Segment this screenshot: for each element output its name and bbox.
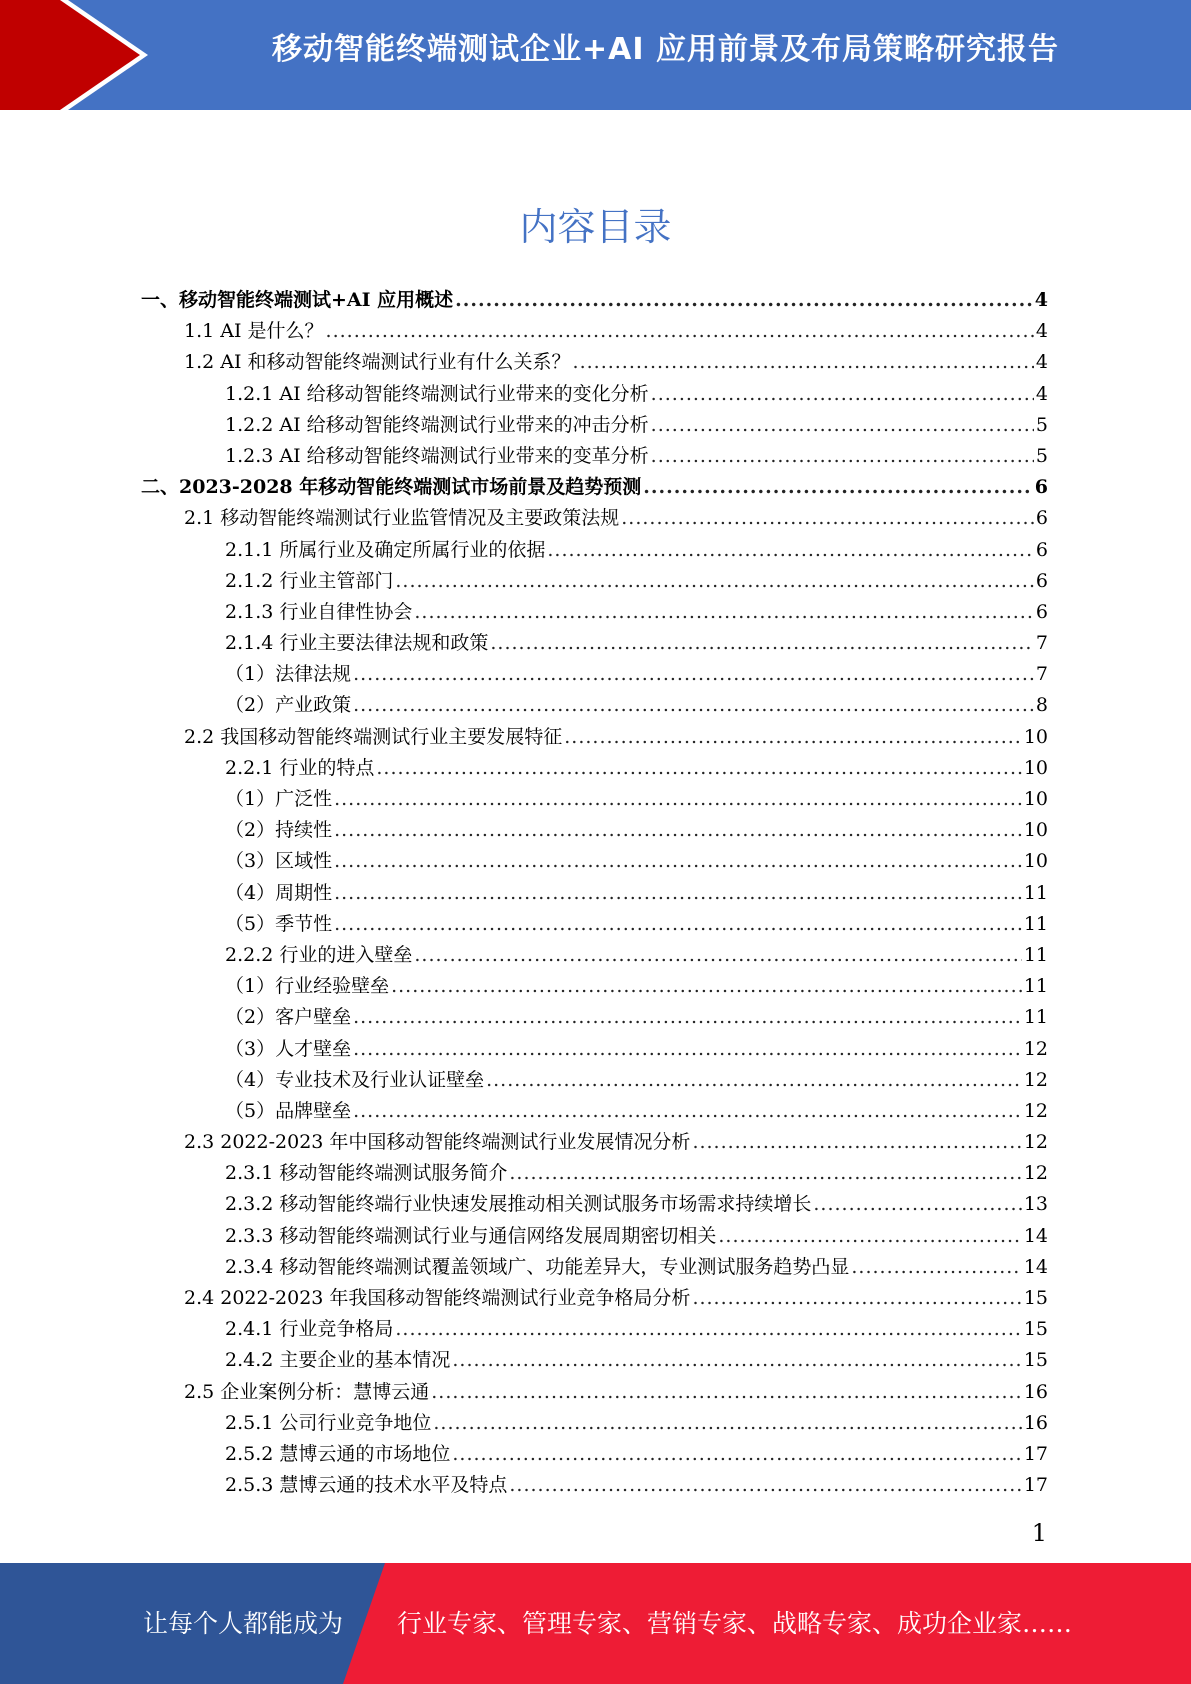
toc-entry[interactable] bbox=[141, 503, 1048, 534]
toc-leader-dots bbox=[353, 659, 1034, 690]
toc-entry-page: 10 bbox=[1023, 850, 1048, 873]
toc-entry-label: 1.2 AI 和移动智能终端测试行业有什么关系？ bbox=[184, 351, 571, 374]
toc-entry-label: （3）区域性 bbox=[225, 850, 333, 873]
toc-entry-label: 2.2.1 行业的特点 bbox=[225, 756, 375, 779]
toc-entry-page: 4 bbox=[1035, 320, 1048, 343]
toc-leader-dots bbox=[353, 1034, 1022, 1065]
toc-entry-label: 2.4.1 行业竞争格局 bbox=[225, 1318, 394, 1341]
toc-entry-page: 10 bbox=[1023, 819, 1048, 842]
toc-entry-label: 2.1.2 行业主管部门 bbox=[225, 569, 394, 592]
toc-entry-label: 2.1 移动智能终端测试行业监管情况及主要政策法规 bbox=[184, 507, 620, 530]
toc-entry-page: 10 bbox=[1023, 725, 1048, 748]
toc-leader-dots bbox=[334, 846, 1022, 877]
toc-entry-page: 4 bbox=[1034, 289, 1048, 311]
toc-leader-dots bbox=[376, 753, 1021, 784]
toc-entry-label: 2.2.2 行业的进入壁垒 bbox=[225, 943, 413, 966]
toc-entry[interactable] bbox=[141, 1127, 1048, 1158]
toc-entry-page: 11 bbox=[1023, 943, 1048, 966]
footer-band bbox=[0, 1563, 1191, 1684]
toc-entry-page: 10 bbox=[1023, 788, 1048, 810]
toc-entry-label: （5）季节性 bbox=[225, 912, 333, 935]
toc-leader-dots bbox=[433, 1408, 1021, 1439]
toc-entry[interactable] bbox=[141, 1002, 1048, 1033]
toc-entry-page: 15 bbox=[1023, 1349, 1048, 1372]
toc-entry-label: 2.3.3 移动智能终端测试行业与通信网络发展周期密切相关 bbox=[225, 1224, 717, 1247]
header-arrow-decoration bbox=[0, 0, 160, 110]
toc-entry-page: 7 bbox=[1035, 663, 1048, 686]
toc-entry-page: 5 bbox=[1035, 413, 1048, 436]
toc-leader-dots bbox=[395, 566, 1034, 597]
report-title: 移动智能终端测试企业+AI 应用前景及布局策略研究报告 bbox=[272, 32, 1059, 67]
toc-entry-page: 12 bbox=[1023, 1162, 1048, 1185]
toc-entry[interactable] bbox=[141, 1470, 1048, 1501]
toc-leader-dots bbox=[395, 1314, 1021, 1345]
toc-entry[interactable] bbox=[141, 566, 1048, 597]
toc-entry-label: （2）持续性 bbox=[225, 819, 333, 842]
toc-entry-label: 1.2.1 AI 给移动智能终端测试行业带来的变化分析 bbox=[225, 382, 649, 405]
toc-entry[interactable] bbox=[141, 1158, 1048, 1189]
toc-entry-label: 2.4.2 主要企业的基本情况 bbox=[225, 1349, 451, 1372]
toc-leader-dots bbox=[851, 1252, 1021, 1283]
toc-entry-label: 2.5.1 公司行业竞争地位 bbox=[225, 1411, 432, 1434]
toc-leader-dots bbox=[334, 784, 1022, 815]
toc-entry-page: 6 bbox=[1035, 507, 1048, 530]
toc-entry[interactable] bbox=[141, 535, 1048, 566]
toc-entry[interactable] bbox=[141, 1377, 1048, 1408]
toc-entry-page: 13 bbox=[1023, 1193, 1048, 1216]
toc-leader-dots bbox=[651, 441, 1034, 472]
toc-entry-label: （1）法律法规 bbox=[225, 663, 352, 686]
toc-entry-label: 2.5.3 慧博云通的技术水平及特点 bbox=[225, 1474, 508, 1497]
toc-entry[interactable] bbox=[141, 1252, 1048, 1283]
toc-entry-page: 6 bbox=[1035, 538, 1048, 561]
toc-entry[interactable] bbox=[141, 1439, 1048, 1470]
toc-entry[interactable] bbox=[141, 1283, 1048, 1314]
toc-leader-dots bbox=[353, 1002, 1022, 1033]
toc-entry-page: 4 bbox=[1035, 382, 1048, 405]
toc-leader-dots bbox=[621, 503, 1034, 534]
toc-entry-page: 6 bbox=[1035, 569, 1048, 592]
toc-entry[interactable] bbox=[141, 878, 1048, 909]
toc-leader-dots bbox=[391, 971, 1022, 1002]
toc-entry-page: 11 bbox=[1023, 975, 1048, 998]
toc-entry-label: 2.2 我国移动智能终端测试行业主要发展特征 bbox=[184, 725, 563, 748]
toc-entry-page: 6 bbox=[1034, 476, 1048, 499]
toc-entry[interactable] bbox=[141, 316, 1048, 347]
toc-entry-page: 15 bbox=[1023, 1318, 1048, 1341]
toc-entry-page: 14 bbox=[1023, 1255, 1048, 1278]
toc-leader-dots bbox=[326, 316, 1034, 347]
toc-entry-label: 二、2023-2028 年移动智能终端测试市场前景及趋势预测 bbox=[141, 476, 642, 499]
toc-leader-dots bbox=[813, 1189, 1021, 1220]
toc-leader-dots bbox=[651, 410, 1034, 441]
toc-entry[interactable] bbox=[141, 1314, 1048, 1345]
toc-entry-label: 2.5 企业案例分析：慧博云通 bbox=[184, 1380, 430, 1403]
toc-entry[interactable] bbox=[141, 285, 1048, 316]
footer-slogan-right: 行业专家、管理专家、营销专家、战略专家、成功企业家…… bbox=[397, 1609, 1073, 1638]
toc-leader-dots bbox=[353, 690, 1034, 721]
toc-entry[interactable] bbox=[141, 628, 1048, 659]
toc-leader-dots bbox=[643, 472, 1033, 503]
toc-entry-page: 10 bbox=[1023, 756, 1048, 779]
toc-entry-label: 2.1.1 所属行业及确定所属行业的依据 bbox=[225, 538, 546, 561]
page-number: 1 bbox=[1031, 1519, 1047, 1547]
toc-leader-dots bbox=[573, 347, 1034, 378]
toc-entry-label: 2.3.4 移动智能终端测试覆盖领域广、功能差异大，专业测试服务趋势凸显 bbox=[225, 1255, 850, 1278]
toc-leader-dots bbox=[414, 940, 1021, 971]
toc-entry-label: （1）行业经验壁垒 bbox=[225, 975, 390, 998]
toc-entry[interactable] bbox=[141, 1034, 1048, 1065]
toc-entry-page: 17 bbox=[1023, 1474, 1048, 1497]
header-band bbox=[0, 0, 1191, 110]
toc-entry[interactable] bbox=[141, 441, 1048, 472]
toc-entry-label: 2.3 2022-2023 年中国移动智能终端测试行业发展情况分析 bbox=[184, 1131, 691, 1154]
toc-leader-dots bbox=[651, 379, 1034, 410]
toc-leader-dots bbox=[692, 1283, 1021, 1314]
toc-entry[interactable] bbox=[141, 815, 1048, 846]
toc-leader-dots bbox=[334, 909, 1022, 940]
toc-entry-page: 12 bbox=[1023, 1131, 1048, 1154]
toc-entry-label: 2.4 2022-2023 年我国移动智能终端测试行业竞争格局分析 bbox=[184, 1287, 691, 1309]
toc-leader-dots bbox=[334, 878, 1022, 909]
toc-entry[interactable] bbox=[141, 1096, 1048, 1127]
toc-entry-page: 5 bbox=[1035, 444, 1048, 467]
toc-leader-dots bbox=[414, 597, 1034, 628]
toc-entry[interactable] bbox=[141, 347, 1048, 378]
toc-entry[interactable] bbox=[141, 472, 1048, 503]
toc-entry-page: 11 bbox=[1023, 881, 1048, 904]
toc-entry-page: 16 bbox=[1023, 1411, 1048, 1434]
toc-leader-dots bbox=[486, 1065, 1022, 1096]
toc-entry[interactable] bbox=[141, 1189, 1048, 1220]
toc-entry[interactable] bbox=[141, 722, 1048, 753]
toc-leader-dots bbox=[509, 1158, 1021, 1189]
toc-entry-label: （4）周期性 bbox=[225, 881, 333, 904]
toc-entry-label: （1）广泛性 bbox=[225, 788, 333, 810]
toc-entry-label: 一、移动智能终端测试+AI 应用概述 bbox=[141, 289, 454, 311]
toc-entry-page: 11 bbox=[1023, 1006, 1048, 1029]
toc-entry-label: 2.5.2 慧博云通的市场地位 bbox=[225, 1442, 451, 1465]
toc-entry[interactable] bbox=[141, 1408, 1048, 1439]
toc-leader-dots bbox=[452, 1439, 1021, 1470]
toc-entry-page: 12 bbox=[1023, 1068, 1048, 1091]
toc-leader-dots bbox=[452, 1345, 1021, 1376]
toc-entry[interactable] bbox=[141, 597, 1048, 628]
toc-entry-page: 12 bbox=[1023, 1099, 1048, 1122]
toc-entry-page: 11 bbox=[1023, 912, 1048, 935]
toc-entry[interactable] bbox=[141, 909, 1048, 940]
table-of-contents bbox=[141, 285, 1048, 1501]
toc-entry[interactable] bbox=[141, 690, 1048, 721]
toc-entry-label: 1.2.2 AI 给移动智能终端测试行业带来的冲击分析 bbox=[225, 413, 649, 436]
toc-entry[interactable] bbox=[141, 1345, 1048, 1376]
toc-entry[interactable] bbox=[141, 379, 1048, 410]
toc-entry-label: （4）专业技术及行业认证壁垒 bbox=[225, 1068, 485, 1091]
toc-entry-label: 2.3.2 移动智能终端行业快速发展推动相关测试服务市场需求持续增长 bbox=[225, 1193, 812, 1216]
toc-entry-page: 14 bbox=[1023, 1224, 1048, 1247]
toc-entry[interactable] bbox=[141, 940, 1048, 971]
toc-leader-dots bbox=[353, 1096, 1022, 1127]
toc-leader-dots bbox=[455, 285, 1033, 316]
toc-entry-page: 7 bbox=[1035, 632, 1048, 655]
toc-leader-dots bbox=[718, 1221, 1021, 1252]
toc-leader-dots bbox=[334, 815, 1022, 846]
toc-entry-page: 8 bbox=[1035, 694, 1048, 717]
toc-entry[interactable] bbox=[141, 1221, 1048, 1252]
toc-leader-dots bbox=[692, 1127, 1021, 1158]
toc-entry-page: 6 bbox=[1035, 600, 1048, 623]
toc-leader-dots bbox=[490, 628, 1034, 659]
toc-entry[interactable] bbox=[141, 971, 1048, 1002]
toc-entry-page: 15 bbox=[1023, 1287, 1048, 1309]
toc-entry-label: 2.1.3 行业自律性协会 bbox=[225, 600, 413, 623]
toc-entry-label: 1.1 AI 是什么？ bbox=[184, 320, 324, 343]
toc-entry-label: （3）人才壁垒 bbox=[225, 1037, 352, 1060]
toc-entry[interactable] bbox=[141, 784, 1048, 815]
toc-entry-page: 4 bbox=[1035, 351, 1048, 374]
toc-leader-dots bbox=[509, 1470, 1021, 1501]
toc-entry-page: 16 bbox=[1023, 1380, 1048, 1403]
toc-entry[interactable] bbox=[141, 410, 1048, 441]
toc-entry[interactable] bbox=[141, 659, 1048, 690]
toc-entry[interactable] bbox=[141, 1065, 1048, 1096]
toc-entry-label: （2）产业政策 bbox=[225, 694, 352, 717]
toc-entry-label: 2.1.4 行业主要法律法规和政策 bbox=[225, 632, 489, 655]
toc-entry-label: 2.3.1 移动智能终端测试服务简介 bbox=[225, 1162, 508, 1185]
footer-slogan-left: 让每个人都能成为 bbox=[143, 1609, 344, 1638]
toc-entry[interactable] bbox=[141, 846, 1048, 877]
toc-leader-dots bbox=[547, 535, 1034, 566]
toc-heading: 内容目录 bbox=[519, 205, 672, 249]
toc-entry-label: （5）品牌壁垒 bbox=[225, 1099, 352, 1122]
toc-entry-page: 17 bbox=[1023, 1442, 1048, 1465]
toc-entry-label: 1.2.3 AI 给移动智能终端测试行业带来的变革分析 bbox=[225, 444, 649, 467]
toc-entry-label: （2）客户壁垒 bbox=[225, 1006, 352, 1029]
toc-entry-page: 12 bbox=[1023, 1037, 1048, 1060]
toc-entry[interactable] bbox=[141, 753, 1048, 784]
toc-leader-dots bbox=[564, 722, 1022, 753]
toc-leader-dots bbox=[431, 1377, 1022, 1408]
